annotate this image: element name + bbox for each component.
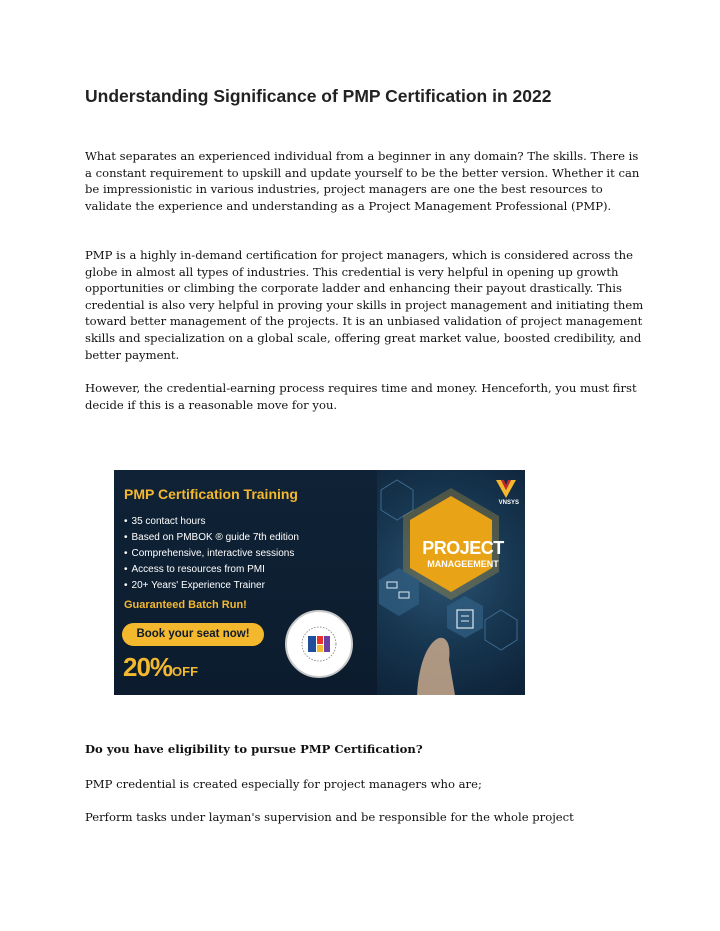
paragraph-tasks: Perform tasks under layman's supervision and be responsible for the whole project bbox=[85, 810, 574, 824]
discount-off-label: OFF bbox=[172, 664, 199, 679]
banner-bullet: • Based on PMBOK ® guide 7th edition bbox=[124, 530, 299, 546]
paragraph-cost: However, the credential-earning process requires time and money. Henceforth, you must first decide if this is a reasonable move for you. bbox=[85, 381, 637, 412]
hexagon-label-line1: PROJECT bbox=[422, 538, 504, 558]
paragraph-eligibility: PMP credential is created especially for project managers who are; bbox=[85, 777, 482, 791]
hexagon-label-line2: MANAGEEMENT bbox=[427, 559, 499, 569]
banner-bullet: • 20+ Years' Experience Trainer bbox=[124, 578, 299, 594]
banner-bullet: • 35 contact hours bbox=[124, 514, 299, 530]
eligibility-heading: Do you have eligibility to pursue PMP Certification? bbox=[85, 742, 423, 756]
banner-bullet-list bbox=[124, 514, 299, 594]
discount-percent: 20% bbox=[123, 652, 173, 682]
pmi-seal-mark bbox=[301, 626, 337, 662]
hexagon-label bbox=[415, 538, 511, 570]
book-seat-button[interactable]: Book your seat now! bbox=[122, 623, 264, 646]
discount-badge bbox=[123, 652, 198, 683]
banner-bullet: • Comprehensive, interactive sessions bbox=[124, 546, 299, 562]
vnsys-logo-icon bbox=[493, 476, 519, 502]
pmp-training-banner bbox=[114, 470, 525, 695]
banner-bullet: • Access to resources from PMI bbox=[124, 562, 299, 578]
vnsys-logo-text: VNSYS bbox=[498, 500, 519, 506]
document-title: Understanding Significance of PMP Certification in 2022 bbox=[85, 86, 552, 106]
banner-guarantee: Guaranteed Batch Run! bbox=[124, 599, 247, 611]
banner-heading: PMP Certification Training bbox=[124, 486, 298, 502]
paragraph-pmp-demand: PMP is a highly in-demand certification for project managers, which is considered across the globe in almost all types of industries. This credential is very helpful in opening up growth opportunities or climbing the corporate ladder and enhancing their payout drastically. This credential is also very helpful in proving your skills in project management and initiating them toward better management of the projects. It is an unbiased validation of project management skills and specialization on a global scale, offering great market value, boosted credibility, and better payment. bbox=[85, 248, 644, 362]
paragraph-intro: What separates an experienced individual from a beginner in any domain? The skills. There is a constant requirement to upskill and update yourself to be the better version. Whether it can be impressionistic in various industries, project managers are one the best resources to validate the experience and understanding as a Project Management Professional (PMP). bbox=[85, 149, 640, 213]
pmi-seal-icon bbox=[285, 610, 353, 678]
